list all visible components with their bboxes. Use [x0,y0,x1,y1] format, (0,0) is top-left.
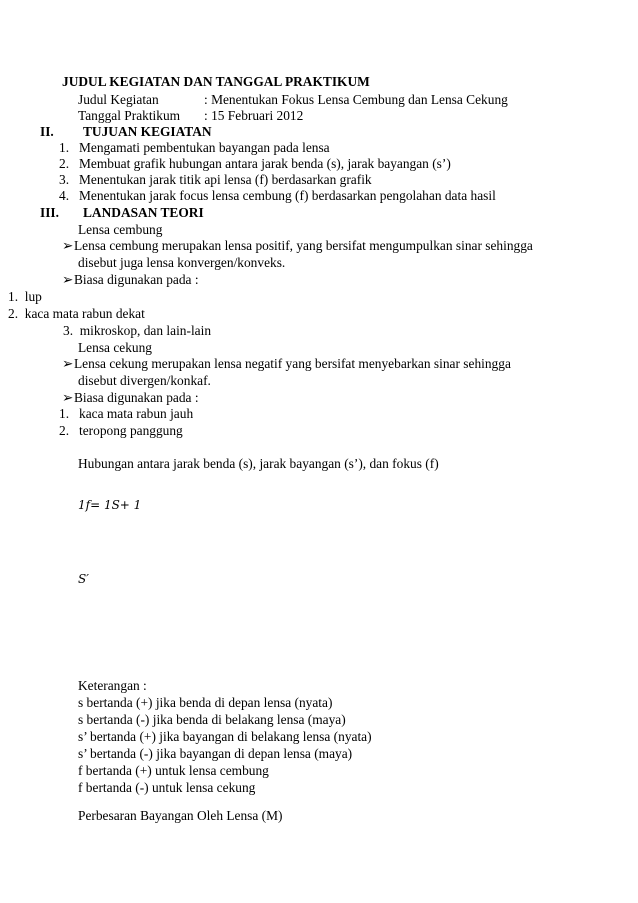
tanggal-label: Tanggal Praktikum [78,108,181,123]
perbesaran-title: Perbesaran Bayangan Oleh Lensa (M) [78,808,283,823]
judul-label: Judul Kegiatan [78,92,159,107]
cekung-use-1-number: 1. [59,406,70,421]
list-number: 2. [8,306,19,321]
goal-1-number: 1. [59,140,70,155]
cembung-bullet-1-text: Lensa cembung merupakan lensa positif, yang bersifat mengumpulkan sinar sehingga [74,238,533,253]
keterangan-line-1: s bertanda (+) jika benda di depan lensa (nyata) [78,695,333,710]
goal-3-text: Menentukan jarak titik api lensa (f) berdasarkan grafik [79,172,372,187]
cekung-use-2-text: teropong panggung [79,423,183,438]
arrowhead-bullet-icon: ➢ [62,390,74,405]
arrowhead-bullet-icon: ➢ [62,272,74,287]
cembung-title: Lensa cembung [78,222,163,237]
cekung-bullet-2-text: Biasa digunakan pada : [74,390,199,405]
keterangan-line-5: f bertanda (+) untuk lensa cembung [78,763,269,778]
cekung-use-2-number: 2. [59,423,70,438]
keterangan-title: Keterangan : [78,678,147,693]
arrowhead-bullet-icon: ➢ [62,356,74,371]
cekung-bullet-1-cont: disebut divergen/konkaf. [78,373,211,388]
section-3-title: LANDASAN TEORI [83,205,204,220]
judul-value: : Menentukan Fokus Lensa Cembung dan Lensa Cekung [204,92,508,107]
lens-formula-s-prime: S′ [78,572,89,586]
cembung-bullet-2 [62,272,199,288]
arrowhead-bullet-icon: ➢ [62,238,74,253]
cembung-bullet-1-cont: disebut juga lensa konvergen/konveks. [78,255,286,270]
keterangan-line-2: s bertanda (-) jika benda di belakang lensa (maya) [78,712,346,727]
list-number: 3. [63,323,74,338]
cembung-bullet-2-text: Biasa digunakan pada : [74,272,199,287]
section-1-heading: JUDUL KEGIATAN DAN TANGGAL PRAKTIKUM [62,74,370,89]
list-number: 1. [8,289,19,304]
cembung-use-3 [63,323,211,339]
cekung-bullet-1-text: Lensa cekung merupakan lensa negatif yang bersifat menyebarkan sinar sehingga [74,356,511,371]
cekung-bullet-2 [62,390,199,406]
relation-text: Hubungan antara jarak benda (s), jarak bayangan (s’), dan fokus (f) [78,456,439,471]
goal-2-number: 2. [59,156,70,171]
section-2-title: TUJUAN KEGIATAN [83,124,212,139]
list-text: lup [24,289,42,304]
goal-1-text: Mengamati pembentukan bayangan pada lensa [79,140,330,155]
cembung-use-1 [8,289,42,305]
list-text: kaca mata rabun dekat [24,306,145,321]
section-2-numeral: II. [40,124,54,139]
goal-2-text: Membuat grafik hubungan antara jarak benda (s), jarak bayangan (s’) [79,156,451,171]
cekung-use-1-text: kaca mata rabun jauh [79,406,194,421]
cekung-bullet-1 [62,356,511,372]
keterangan-line-6: f bertanda (-) untuk lensa cekung [78,780,256,795]
cekung-title: Lensa cekung [78,340,152,355]
lens-formula: 1f= 1S+ 1 [78,498,142,512]
cembung-bullet-1 [62,238,533,254]
tanggal-value: : 15 Februari 2012 [204,108,304,123]
goal-3-number: 3. [59,172,70,187]
keterangan-line-4: s’ bertanda (-) jika bayangan di depan lensa (maya) [78,746,353,761]
section-3-numeral: III. [40,205,59,220]
list-text: mikroskop, dan lain-lain [79,323,212,338]
cembung-use-2 [8,306,145,322]
goal-4-number: 4. [59,188,70,203]
goal-4-text: Menentukan jarak focus lensa cembung (f) berdasarkan pengolahan data hasil [79,188,496,203]
keterangan-line-3: s’ bertanda (+) jika bayangan di belakang lensa (nyata) [78,729,372,744]
